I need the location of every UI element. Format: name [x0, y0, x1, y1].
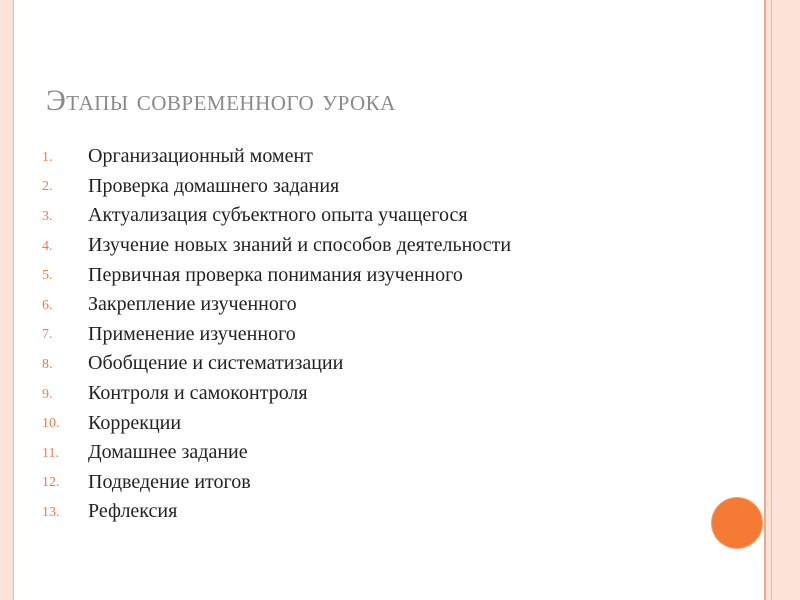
list-item — [30, 290, 511, 320]
list-number-container — [30, 237, 88, 255]
list-number: 8. — [42, 356, 53, 372]
right-border-line-outer — [764, 0, 766, 600]
right-border-line-inner — [771, 0, 772, 600]
list-number-container — [30, 266, 88, 284]
slide-title: Этапы современного урока — [46, 84, 396, 117]
list-item-text: Применение изученного — [88, 322, 296, 345]
list-item — [30, 260, 511, 290]
list-number: 4. — [42, 238, 53, 254]
list-item-text: Домашнее задание — [88, 441, 248, 464]
list-item — [30, 379, 511, 409]
list-number: 1. — [42, 149, 53, 165]
list-item-text: Обобщение и систематизации — [88, 352, 344, 375]
list-number: 13. — [42, 504, 60, 520]
list-item — [30, 349, 511, 379]
list-number: 3. — [42, 208, 53, 224]
list-item-text: Подведение итогов — [88, 470, 251, 493]
right-border-decoration — [764, 0, 800, 600]
list-number: 5. — [42, 268, 53, 284]
list-item-text: Коррекции — [88, 411, 182, 434]
list-number-container — [30, 414, 88, 432]
list-number-container — [30, 473, 88, 491]
left-border-line — [13, 0, 14, 600]
list-number-container — [30, 177, 88, 195]
list-item — [30, 142, 511, 172]
left-border-decoration — [0, 0, 14, 600]
list-item-text: Рефлексия — [88, 500, 178, 523]
list-item-text: Актуализация субъектного опыта учащегося — [88, 204, 468, 227]
list-item — [30, 408, 511, 438]
list-number-container — [30, 503, 88, 521]
list-number-container — [30, 325, 88, 343]
decorative-circle — [712, 498, 762, 548]
list-item — [30, 438, 511, 468]
list-number-container — [30, 355, 88, 373]
list-number-container — [30, 207, 88, 225]
list-number-container — [30, 444, 88, 462]
list-item-text: Закрепление изученного — [88, 293, 297, 316]
list-number-container — [30, 296, 88, 314]
list-item — [30, 320, 511, 350]
list-number: 7. — [42, 327, 53, 343]
list-item — [30, 497, 511, 527]
list-item — [30, 231, 511, 261]
list-number: 9. — [42, 386, 53, 402]
list-item — [30, 172, 511, 202]
list-item-text: Контроля и самоконтроля — [88, 382, 308, 405]
list-item-text: Организационный момент — [88, 145, 313, 168]
list-item-text: Проверка домашнего задания — [88, 174, 340, 197]
list-number: 10. — [42, 416, 60, 432]
steps-list — [30, 142, 511, 527]
list-number: 6. — [42, 297, 53, 313]
list-item — [30, 468, 511, 498]
list-number: 2. — [42, 179, 53, 195]
list-item — [30, 201, 511, 231]
list-number: 12. — [42, 475, 60, 491]
list-number: 11. — [42, 445, 59, 461]
list-number-container — [30, 385, 88, 403]
list-item-text: Изучение новых знаний и способов деятельности — [88, 234, 512, 257]
list-item-text: Первичная проверка понимания изученного — [88, 263, 463, 286]
list-number-container — [30, 148, 88, 166]
